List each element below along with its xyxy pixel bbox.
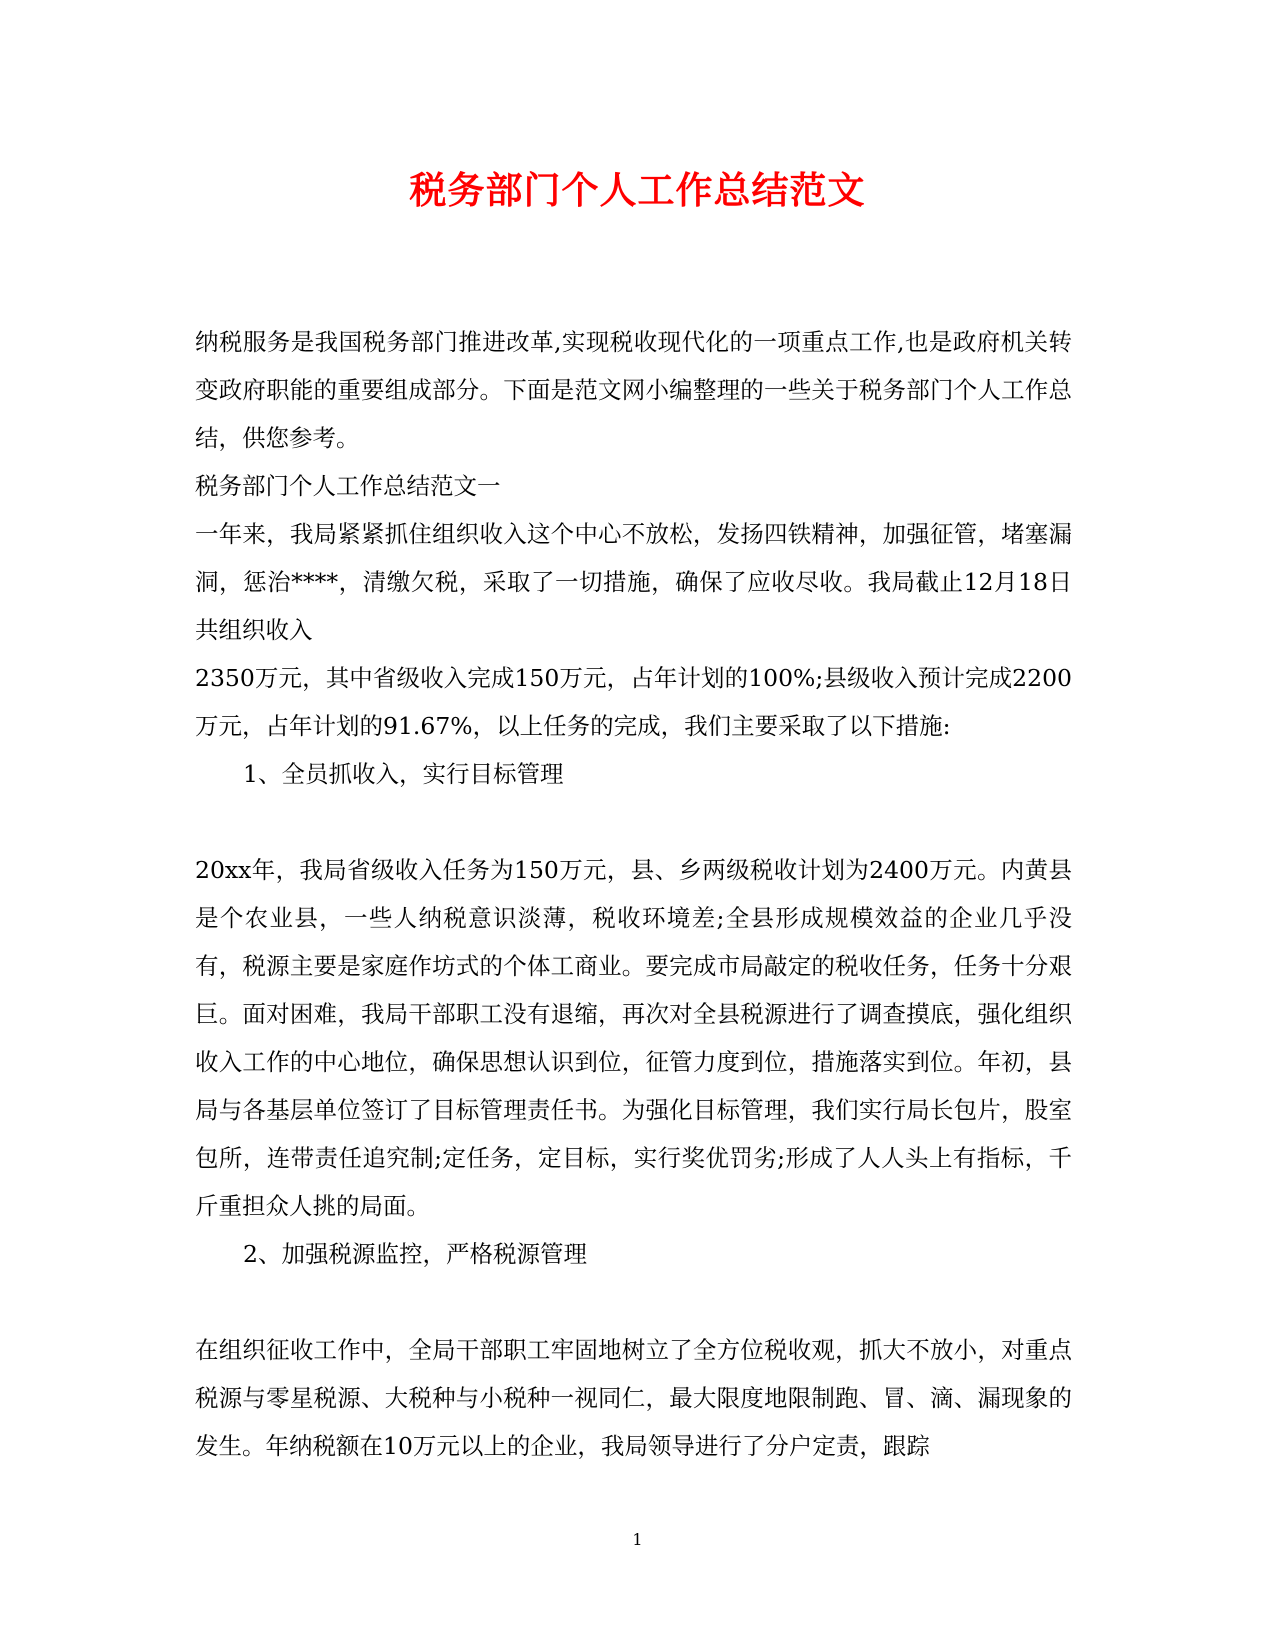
body-paragraph: 20xx年，我局省级收入任务为150万元，县、乡两级税收计划为2400万元。内黄县是个农业县，一些人纳税意识淡薄，税收环境差;全县形成规模效益的企业几乎没有，税源主要是家庭作坊式的个体工商业。要完成市局敲定的税收任务，任务十分艰巨。面对困难，我局干部职工没有退缩，再次对全县税源进行了调查摸底，强化组织收入工作的中心地位，确保思想认识到位，征管力度到位，措施落实到位。年初，县局与各基层单位签订了目标管理责任书。为强化目标管理，我们实行局长包片，股室包所，连带责任追究制;定任务，定目标，实行奖优罚劣;形成了人人头上有指标，千斤重担众人挑的局面。 [195, 856, 1072, 1220]
section-heading: 税务部门个人工作总结范文一 [195, 472, 501, 500]
intro-paragraph: 纳税服务是我国税务部门推进改革,实现税收现代化的一项重点工作,也是政府机关转变政府职能的重要组成部分。下面是范文网小编整理的一些关于税务部门个人工作总结，供您参考。 [195, 328, 1072, 452]
body-paragraph: 一年来，我局紧紧抓住组织收入这个中心不放松，发扬四铁精神，加强征管，堵塞漏洞，惩治****，清缴欠税，采取了一切措施，确保了应收尽收。我局截止12月18日共组织收入 [195, 520, 1072, 644]
subheading-2: 2、加强税源监控，严格税源管理 [243, 1240, 587, 1268]
subheading-1: 1、全员抓收入，实行目标管理 [243, 760, 564, 788]
body-paragraph: 2350万元，其中省级收入完成150万元，占年计划的100%;县级收入预计完成2200万元，占年计划的91.67%，以上任务的完成，我们主要采取了以下措施: [195, 664, 1072, 740]
document-title: 税务部门个人工作总结范文 [409, 168, 866, 212]
document-body [195, 318, 1072, 1470]
page-number: 1 [632, 1530, 643, 1549]
body-paragraph: 在组织征收工作中，全局干部职工牢固地树立了全方位税收观，抓大不放小，对重点税源与零星税源、大税种与小税种一视同仁，最大限度地限制跑、冒、滴、漏现象的发生。年纳税额在10万元以上的企业，我局领导进行了分户定责，跟踪 [195, 1336, 1072, 1460]
